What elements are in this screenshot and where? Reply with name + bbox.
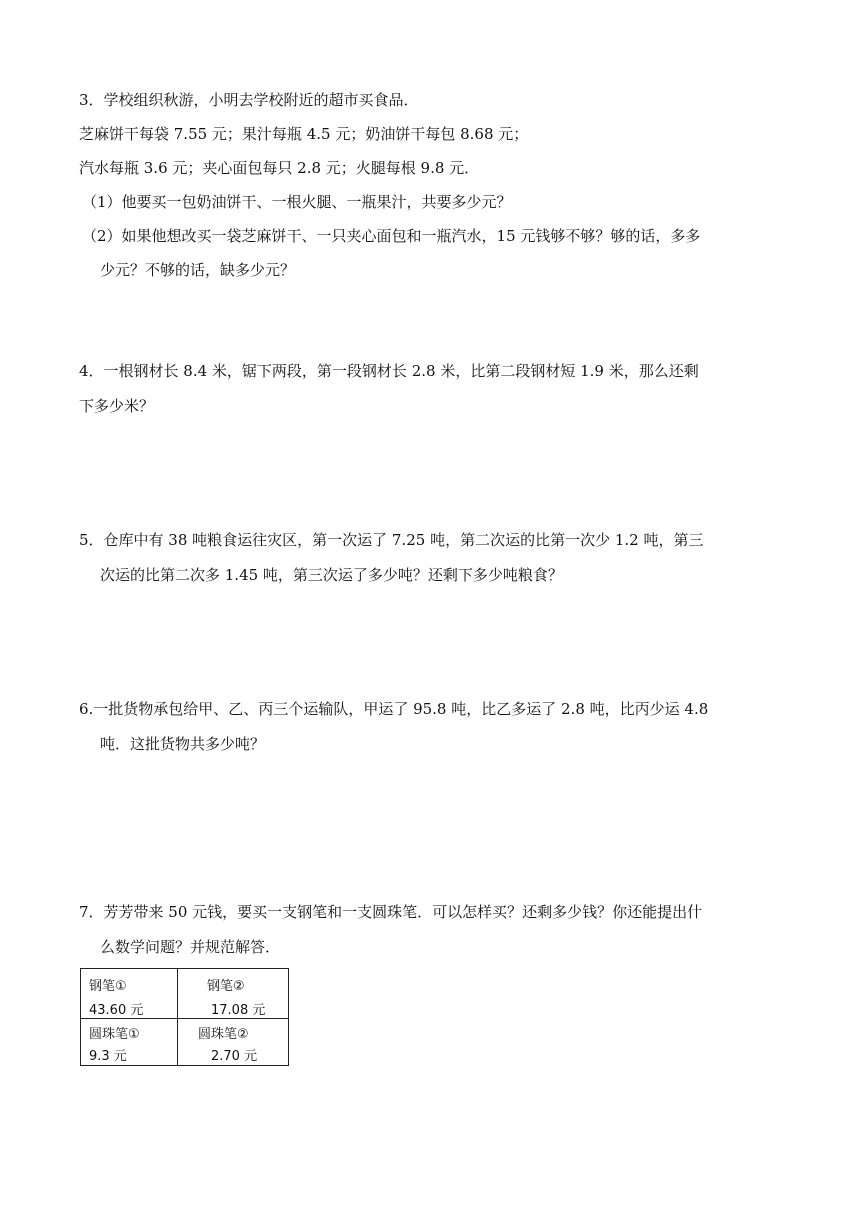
- q7-line-1: 7．芳芳带来 50 元钱，要买一支钢笔和一支圆珠笔．可以怎样买？还剩多少钱？你还能提出什: [79, 903, 703, 921]
- table-cell-pen-2-price: 17.08 元: [211, 1003, 266, 1018]
- q3-prices-line-2: 汽水每瓶 3.6 元；夹心面包每只 2.8 元；火腿每根 9.8 元．: [79, 159, 480, 177]
- q6-line-1: 6.一批货物承包给甲、乙、丙三个运输队，甲运了 95.8 吨，比乙多运了 2.8 吨，比丙少运 4.8: [79, 700, 709, 718]
- table-cell-pen-1-name: 钢笔①: [89, 979, 127, 994]
- table-cell-pen-1-price: 43.60 元: [89, 1003, 144, 1018]
- q7-line-2: 么数学问题？并规范解答．: [100, 938, 281, 956]
- q3-intro: 3．学校组织秋游，小明去学校附近的超市买食品．: [79, 91, 419, 109]
- table-cell-ballpen-2-name: 圆珠笔②: [198, 1027, 249, 1042]
- q4-line-1: 4．一根钢材长 8.4 米，锯下两段，第一段钢材长 2.8 米，比第二段钢材短 1.9 米，那么还剩: [79, 362, 699, 380]
- q5-line-1: 5．仓库中有 38 吨粮食运往灾区，第一次运了 7.25 吨，第二次运的比第一次少 1.2 吨，第三: [79, 531, 704, 549]
- q5-line-2: 次运的比第二次多 1.45 吨，第三次运了多少吨？还剩下多少吨粮食？: [100, 566, 563, 584]
- table-cell-pen-2-name: 钢笔②: [207, 979, 245, 994]
- q3-sub-question-2-line-1: （2）如果他想改买一袋芝麻饼干、一只夹心面包和一瓶汽水，15 元钱够不够？够的话，多多: [82, 227, 701, 245]
- q6-line-2: 吨．这批货物共多少吨？: [100, 735, 266, 753]
- q3-sub-question-2-line-2: 少元？不够的话，缺多少元？: [100, 261, 296, 279]
- price-table: [80, 968, 289, 1066]
- table-cell-ballpen-1-price: 9.3 元: [89, 1049, 127, 1064]
- table-cell-ballpen-2-price: 2.70 元: [211, 1049, 258, 1064]
- q4-line-2: 下多少米？: [79, 397, 155, 415]
- q3-prices-line-1: 芝麻饼干每袋 7.55 元；果汁每瓶 4.5 元；奶油饼干每包 8.68 元；: [79, 125, 529, 143]
- table-divider-vertical: [177, 969, 178, 1065]
- table-cell-ballpen-1-name: 圆珠笔①: [89, 1027, 140, 1042]
- table-divider-horizontal: [81, 1018, 288, 1019]
- q3-sub-question-1: （1）他要买一包奶油饼干、一根火腿、一瓶果汁，共要多少元？: [82, 193, 512, 211]
